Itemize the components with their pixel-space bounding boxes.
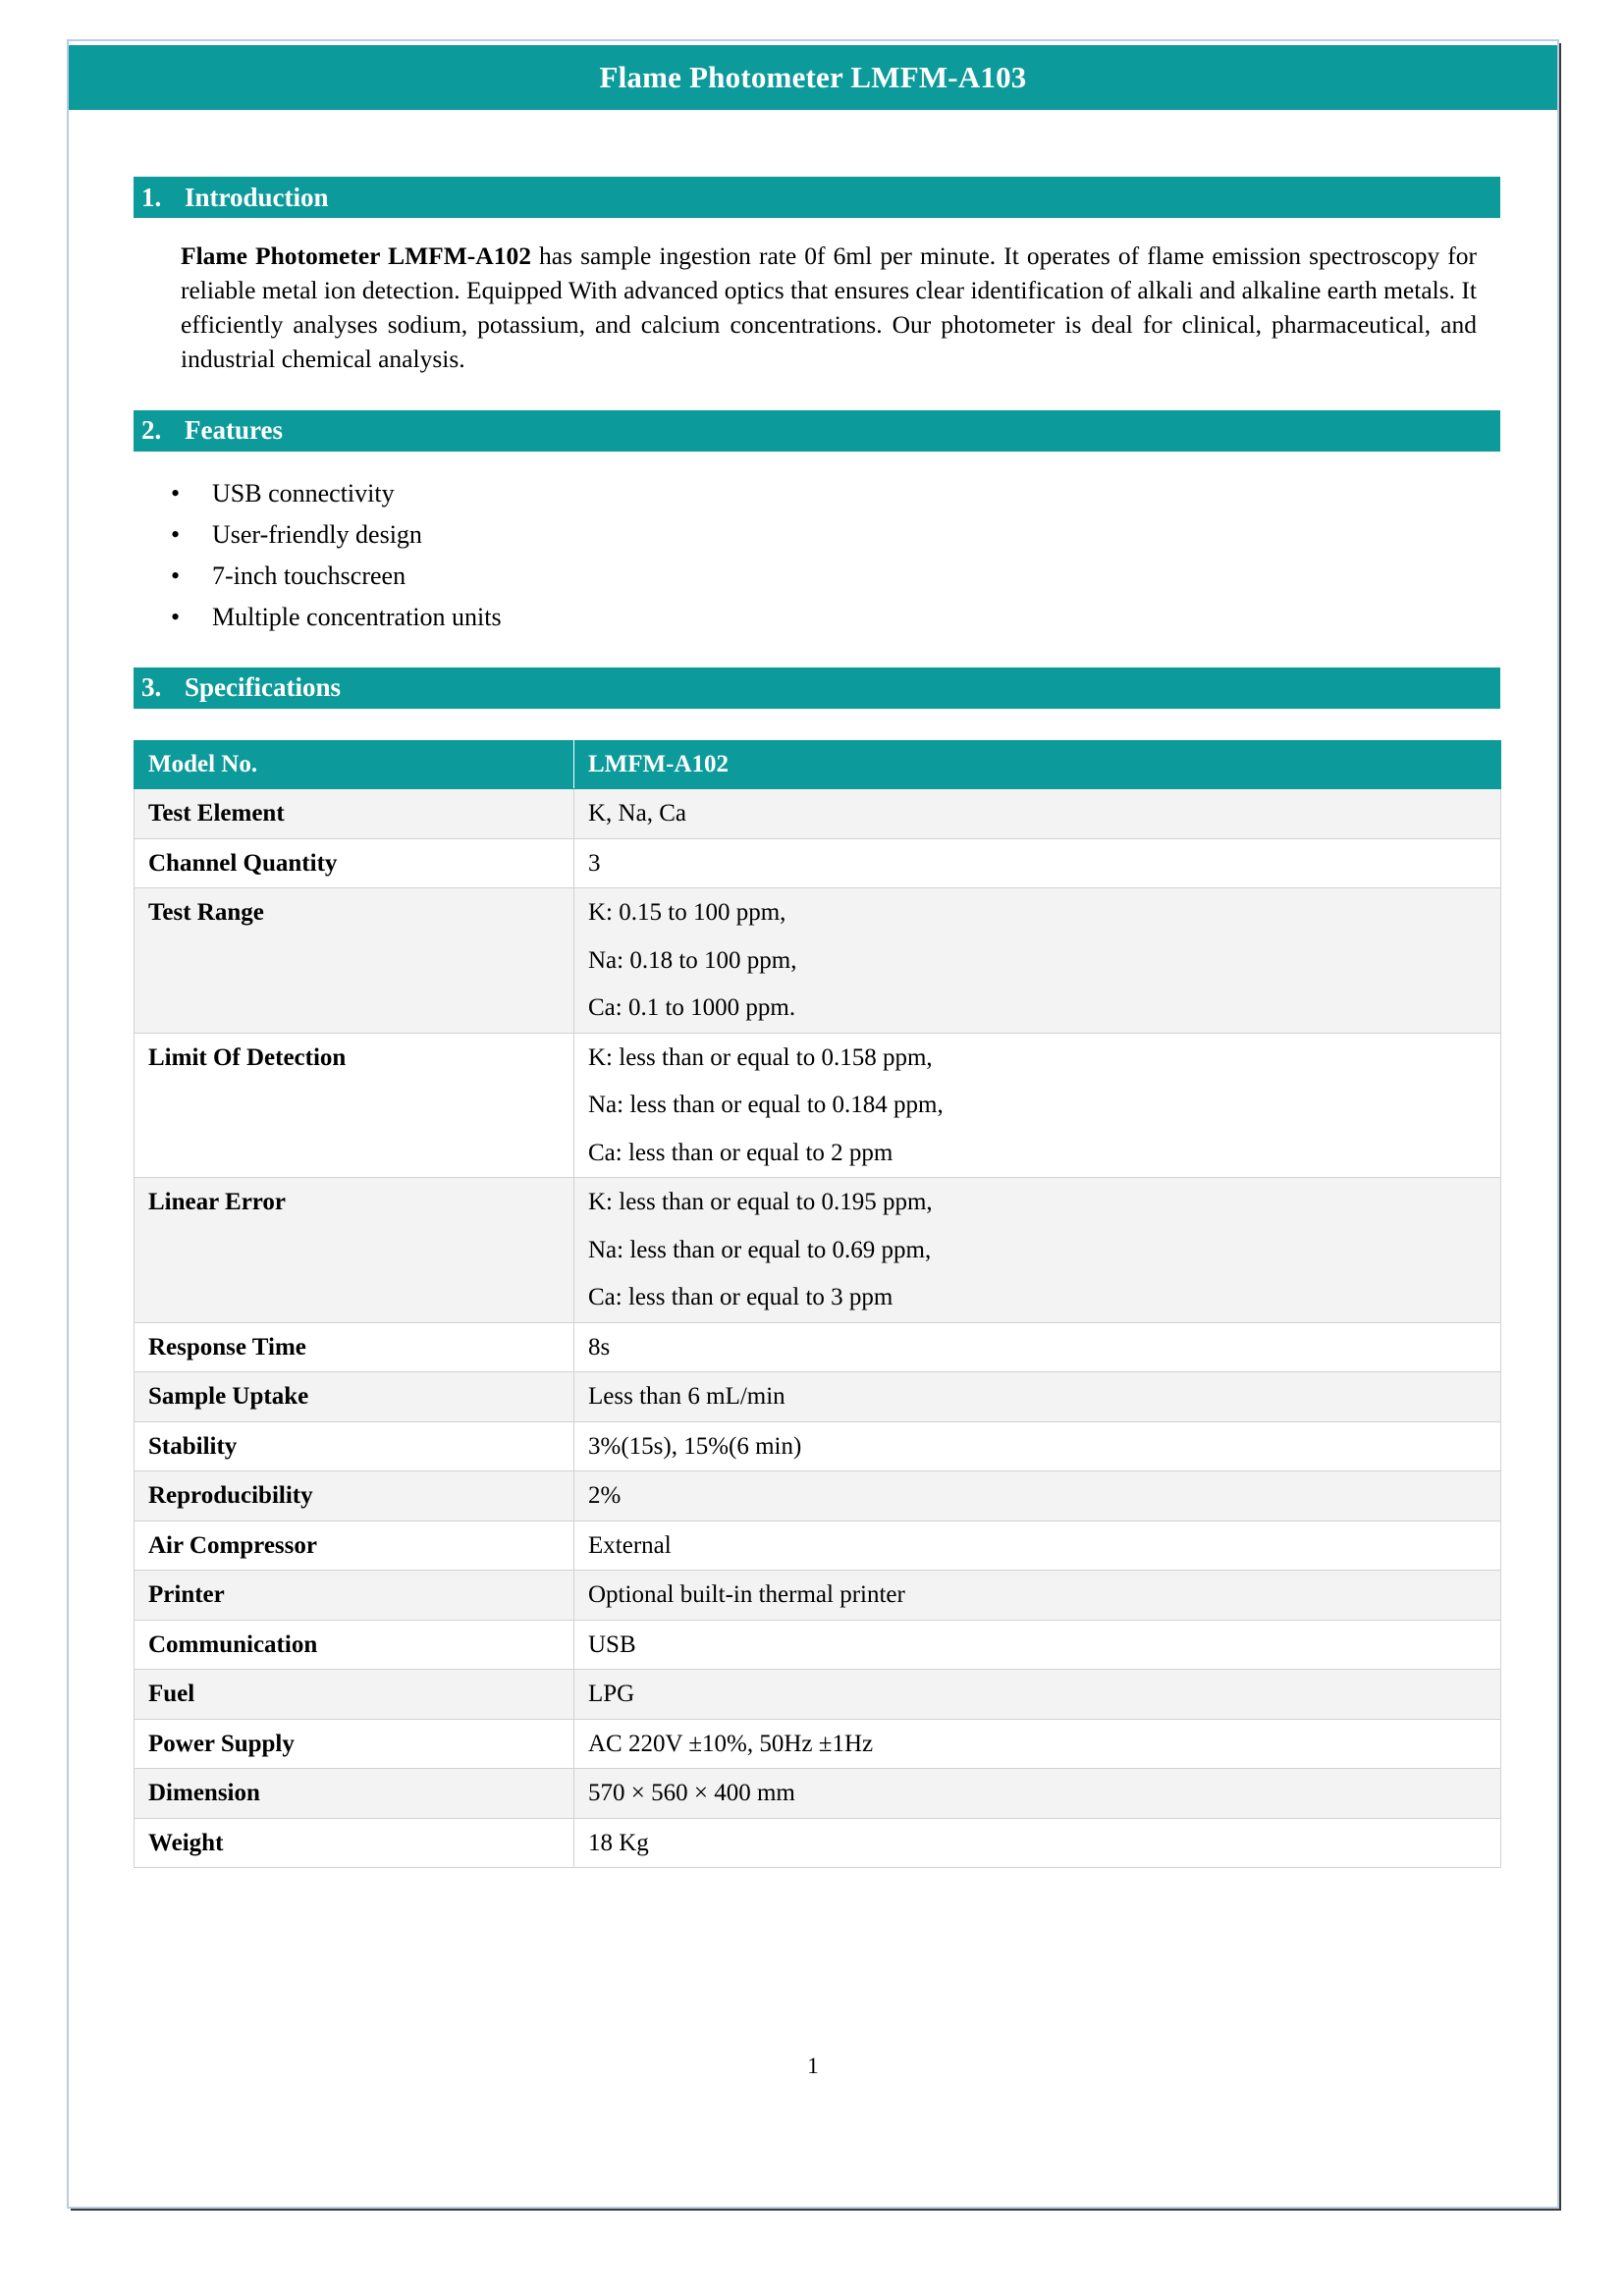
table-header-cell-model-value: LMFM-A102 <box>574 740 1501 789</box>
introduction-paragraph <box>181 240 1477 377</box>
table-cell-value-line: Ca: 0.1 to 1000 ppm. <box>588 994 796 1022</box>
table-cell-value-line: K: 0.15 to 100 ppm, <box>588 899 786 927</box>
spacer-specifications <box>134 646 1500 667</box>
section-title: Features <box>185 415 283 446</box>
table-row <box>135 1372 1501 1422</box>
table-cell-value-line: Less than 6 mL/min <box>588 1383 785 1411</box>
table-header-cell-model-label: Model No. <box>135 740 574 789</box>
table-row <box>135 1521 1501 1571</box>
table-cell-value <box>574 1719 1501 1769</box>
introduction-lead-bold: Flame Photometer LMFM-A102 <box>181 241 531 270</box>
table-cell-value <box>574 888 1501 1034</box>
page-title: Flame Photometer LMFM-A103 <box>599 60 1027 94</box>
list-item <box>171 519 1500 549</box>
spacer-features <box>134 377 1500 410</box>
list-item-label: Multiple concentration units <box>212 602 502 631</box>
table-cell-value-line: USB <box>588 1630 636 1658</box>
table-cell-value-line: K: less than or equal to 0.195 ppm, <box>588 1189 933 1216</box>
table-cell-key: Linear Error <box>135 1178 574 1323</box>
table-cell-value <box>574 1521 1501 1571</box>
table-cell-value <box>574 1322 1501 1372</box>
table-cell-value-line: 2% <box>588 1482 622 1510</box>
section-number: 3. <box>141 672 162 703</box>
table-cell-value-line: 8s <box>588 1333 611 1361</box>
table-row <box>135 1471 1501 1522</box>
document-title-banner <box>69 45 1557 110</box>
table-row <box>135 888 1501 1034</box>
bullet-icon: • <box>171 561 181 590</box>
table-cell-value <box>574 838 1501 888</box>
table-cell-value-line: 3 <box>588 849 601 877</box>
section-heading-introduction <box>134 177 1500 218</box>
features-list <box>134 478 1500 631</box>
document-page <box>67 39 1559 2209</box>
table-cell-value <box>574 1471 1501 1522</box>
table-cell-key: Power Supply <box>135 1719 574 1769</box>
table-row <box>135 1571 1501 1621</box>
table-cell-value-line: LPG <box>588 1681 635 1708</box>
table-cell-value <box>574 1421 1501 1471</box>
table-row <box>135 838 1501 888</box>
page-number-footer: 1 <box>807 2054 819 2078</box>
table-cell-value-line: 570 × 560 × 400 mm <box>588 1780 795 1807</box>
list-item <box>171 602 1500 631</box>
table-cell-key: Sample Uptake <box>135 1372 574 1422</box>
table-cell-key: Channel Quantity <box>135 838 574 888</box>
table-row <box>135 1818 1501 1868</box>
table-cell-value-line: External <box>588 1531 672 1559</box>
table-cell-key: Response Time <box>135 1322 574 1372</box>
table-cell-key: Test Range <box>135 888 574 1034</box>
table-cell-value-line: AC 220V ±10%, 50Hz ±1Hz <box>588 1730 874 1757</box>
table-cell-key: Communication <box>135 1620 574 1670</box>
section-title: Introduction <box>185 182 329 212</box>
table-cell-key: Test Element <box>135 789 574 839</box>
bullet-icon: • <box>171 519 181 549</box>
table-cell-value-line: K, Na, Ca <box>588 800 686 828</box>
table-cell-key: Dimension <box>135 1769 574 1819</box>
table-cell-value <box>574 1033 1501 1178</box>
table-cell-key: Printer <box>135 1571 574 1621</box>
table-cell-value <box>574 1178 1501 1323</box>
table-header-row <box>135 740 1501 789</box>
table-row <box>135 1620 1501 1670</box>
table-row <box>135 1670 1501 1720</box>
table-cell-value-line: Na: 0.18 to 100 ppm, <box>588 946 797 974</box>
list-item-label: USB connectivity <box>212 478 395 507</box>
table-cell-key: Reproducibility <box>135 1471 574 1522</box>
table-cell-value <box>574 1571 1501 1621</box>
table-cell-value-line: Na: less than or equal to 0.184 ppm, <box>588 1092 944 1119</box>
specifications-table-body <box>135 789 1501 1868</box>
table-cell-value <box>574 1769 1501 1819</box>
table-cell-value-line: Ca: less than or equal to 2 ppm <box>588 1139 893 1166</box>
list-item <box>171 478 1500 507</box>
section-heading-features <box>134 410 1500 452</box>
table-row <box>135 1719 1501 1769</box>
table-cell-key: Stability <box>135 1421 574 1471</box>
table-row <box>135 1033 1501 1178</box>
table-cell-value <box>574 1620 1501 1670</box>
table-cell-value <box>574 1818 1501 1868</box>
specifications-table <box>134 740 1501 1869</box>
table-cell-key: Weight <box>135 1818 574 1868</box>
introduction-paragraph-rest: has sample ingestion rate 0f 6ml per minute. It operates of flame emission spectroscopy for reliable metal ion detection. Equipped With advanced optics that ensures clear identification of alkali and alkaline earth metals. It efficiently analyses sodium, potassium, and calcium concentrations. Our photometer is deal for clinical, pharmaceutical, and industrial chemical analysis. <box>181 241 1478 373</box>
section-title: Specifications <box>185 672 341 703</box>
introduction-body <box>134 240 1500 377</box>
table-row <box>135 789 1501 839</box>
table-cell-key: Air Compressor <box>135 1521 574 1571</box>
bullet-icon: • <box>171 602 181 631</box>
table-cell-value-line: K: less than or equal to 0.158 ppm, <box>588 1043 933 1071</box>
table-row <box>135 1322 1501 1372</box>
table-cell-value <box>574 1372 1501 1422</box>
specifications-table-wrapper <box>134 740 1500 1869</box>
table-cell-value-line: Optional built-in thermal printer <box>588 1581 905 1609</box>
table-row <box>135 1769 1501 1819</box>
section-number: 1. <box>141 182 162 212</box>
table-cell-value <box>574 789 1501 839</box>
table-cell-value <box>574 1670 1501 1720</box>
section-number: 2. <box>141 415 162 446</box>
section-heading-specifications <box>134 667 1500 709</box>
table-cell-key: Fuel <box>135 1670 574 1720</box>
table-cell-value-line: 18 Kg <box>588 1829 649 1856</box>
table-cell-value-line: 3%(15s), 15%(6 min) <box>588 1432 802 1460</box>
table-cell-key: Limit Of Detection <box>135 1033 574 1178</box>
table-cell-value-line: Ca: less than or equal to 3 ppm <box>588 1284 893 1311</box>
document-content <box>134 177 1500 1868</box>
table-row <box>135 1178 1501 1323</box>
list-item <box>171 563 1500 589</box>
list-item-label: 7-inch touchscreen <box>212 561 406 590</box>
table-cell-value-line: Na: less than or equal to 0.69 ppm, <box>588 1236 932 1263</box>
table-row <box>135 1421 1501 1471</box>
bullet-icon: • <box>171 478 181 507</box>
list-item-label: User-friendly design <box>212 519 422 549</box>
